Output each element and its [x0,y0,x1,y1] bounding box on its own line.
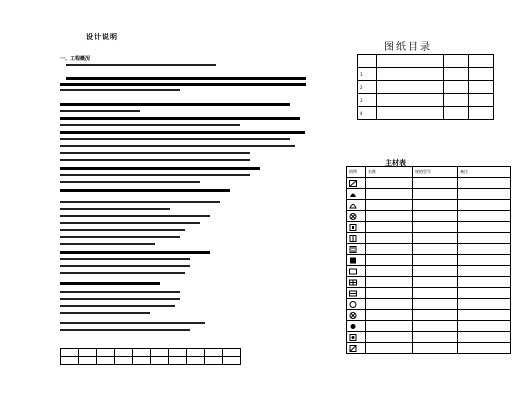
table-cell [458,321,511,332]
text-line [60,329,190,331]
table-row [358,55,494,68]
table-cell [413,266,458,277]
text-line [60,282,160,285]
table-cell [413,310,458,321]
table-cell [469,81,494,94]
table-cell [366,310,413,321]
table-cell [469,68,494,81]
table-cell [458,200,511,211]
legend-symbol-icon [347,222,366,233]
text-line [60,229,185,231]
table-cell [413,211,458,222]
table-cell [377,81,444,94]
table-cell [223,349,241,357]
table-cell [366,332,413,343]
table-cell [458,266,511,277]
table-cell [358,55,377,68]
table-cell [413,321,458,332]
table-cell [458,288,511,299]
legend-symbol-icon [347,321,366,332]
table-cell [366,343,413,354]
table-cell: 1 [358,68,377,81]
table-cell [377,68,444,81]
table-row [347,211,511,222]
text-line [60,251,210,254]
text-line [60,265,190,267]
table-row [347,178,511,189]
legend-symbol-icon [347,277,366,288]
table-row [347,233,511,244]
table-cell [413,178,458,189]
table-cell [469,94,494,107]
table-cell [187,357,205,365]
table-cell [366,189,413,200]
table-row [347,288,511,299]
text-line [66,64,216,66]
table-cell [205,357,223,365]
text-line [60,208,170,210]
text-line [60,167,260,170]
table-cell [169,349,187,357]
table-cell [444,81,469,94]
table-row [347,332,511,343]
table-row [61,349,241,357]
table-cell [413,244,458,255]
legend-symbol-icon [347,332,366,343]
table-cell [366,288,413,299]
text-line [60,291,180,293]
table-cell [469,55,494,68]
table-cell [469,107,494,120]
table-cell [366,233,413,244]
small-table [60,348,241,365]
table-cell [413,200,458,211]
header-cell: 备注 [458,167,511,178]
table-cell [366,255,413,266]
text-line [60,83,306,86]
table-cell: 4 [358,107,377,120]
table-cell [458,310,511,321]
text-line [60,201,220,203]
legend-symbol-icon [347,255,366,266]
table-cell [458,299,511,310]
table-cell [366,277,413,288]
table-cell [458,343,511,354]
table-cell: 3 [358,94,377,107]
legend-symbol-icon [347,310,366,321]
text-line [60,174,250,176]
text-line [60,89,180,91]
legend-symbol-icon [347,299,366,310]
table-cell [133,349,151,357]
section-heading: 一、工程概况 [60,56,91,62]
table-row [347,266,511,277]
table-cell [366,178,413,189]
header-cell: 图例 [347,167,366,178]
drawing-list-table [357,54,494,120]
table-cell [79,357,97,365]
table-cell [458,222,511,233]
text-line [60,312,150,314]
text-line [60,110,140,112]
materials-table [346,166,511,354]
table-cell [458,189,511,200]
table-cell [458,211,511,222]
text-line [60,138,290,140]
text-line [66,77,306,80]
table-row [358,94,494,107]
table-cell [115,349,133,357]
table-row [347,310,511,321]
text-line [60,145,295,147]
table-cell [413,299,458,310]
table-cell [377,107,444,120]
text-line [60,103,290,106]
text-line [60,215,210,217]
notes-title: 设计说明 [86,33,118,41]
header-cell: 名称 [366,167,413,178]
text-line [60,222,200,224]
text-line [60,189,230,192]
table-row [347,200,511,211]
table-cell [458,244,511,255]
table-cell [151,357,169,365]
table-cell [79,349,97,357]
table-cell [61,349,79,357]
table-cell [61,357,79,365]
table-row [358,68,494,81]
table-cell [444,68,469,81]
legend-symbol-icon [347,189,366,200]
table-cell [413,255,458,266]
table-cell [366,321,413,332]
table-row [347,321,511,332]
table-cell [458,255,511,266]
table-cell [366,244,413,255]
table-cell [458,233,511,244]
legend-symbol-icon [347,200,366,211]
table-cell [366,222,413,233]
drawing-list-title: 图纸目录 [384,42,432,53]
table-cell [187,349,205,357]
table-row [61,357,241,365]
table-cell [444,94,469,107]
header-cell: 规格型号 [413,167,458,178]
text-line [60,243,155,245]
table-cell [413,343,458,354]
table-header-row [347,167,511,178]
table-cell [223,357,241,365]
materials-body [347,178,511,354]
table-row [347,189,511,200]
table-cell [413,332,458,343]
legend-symbol-icon [347,266,366,277]
table-cell [413,288,458,299]
text-line [60,298,180,300]
legend-symbol-icon [347,244,366,255]
table-cell [413,189,458,200]
text-line [60,322,205,324]
table-cell [97,349,115,357]
table-cell [377,94,444,107]
table-row [347,299,511,310]
table-cell: 2 [358,81,377,94]
table-row [347,244,511,255]
table-cell [366,266,413,277]
table-row [358,81,494,94]
table-cell [458,277,511,288]
table-cell [413,277,458,288]
table-cell [97,357,115,365]
legend-symbol-icon [347,343,366,354]
table-cell [133,357,151,365]
table-cell [444,55,469,68]
legend-symbol-icon [347,288,366,299]
text-line [60,272,185,274]
materials-title: 主材表 [385,159,406,167]
table-row [358,107,494,120]
text-line [60,117,300,120]
table-cell [458,178,511,189]
table-cell [444,107,469,120]
table-cell [205,349,223,357]
table-cell [366,200,413,211]
text-line [60,152,250,154]
table-cell [169,357,187,365]
table-cell [377,55,444,68]
text-line [60,124,240,126]
table-cell [458,332,511,343]
table-cell [366,299,413,310]
table-cell [115,357,133,365]
legend-symbol-icon [347,211,366,222]
table-cell [413,222,458,233]
table-row [347,222,511,233]
text-line [60,305,175,307]
text-line [60,258,190,260]
text-line [60,131,305,134]
table-cell [366,211,413,222]
legend-symbol-icon [347,178,366,189]
table-row [347,255,511,266]
table-cell [151,349,169,357]
table-cell [413,233,458,244]
legend-symbol-icon [347,233,366,244]
text-line [60,181,200,183]
text-line [60,159,250,161]
text-line [60,236,180,238]
table-row [347,277,511,288]
table-row [347,343,511,354]
